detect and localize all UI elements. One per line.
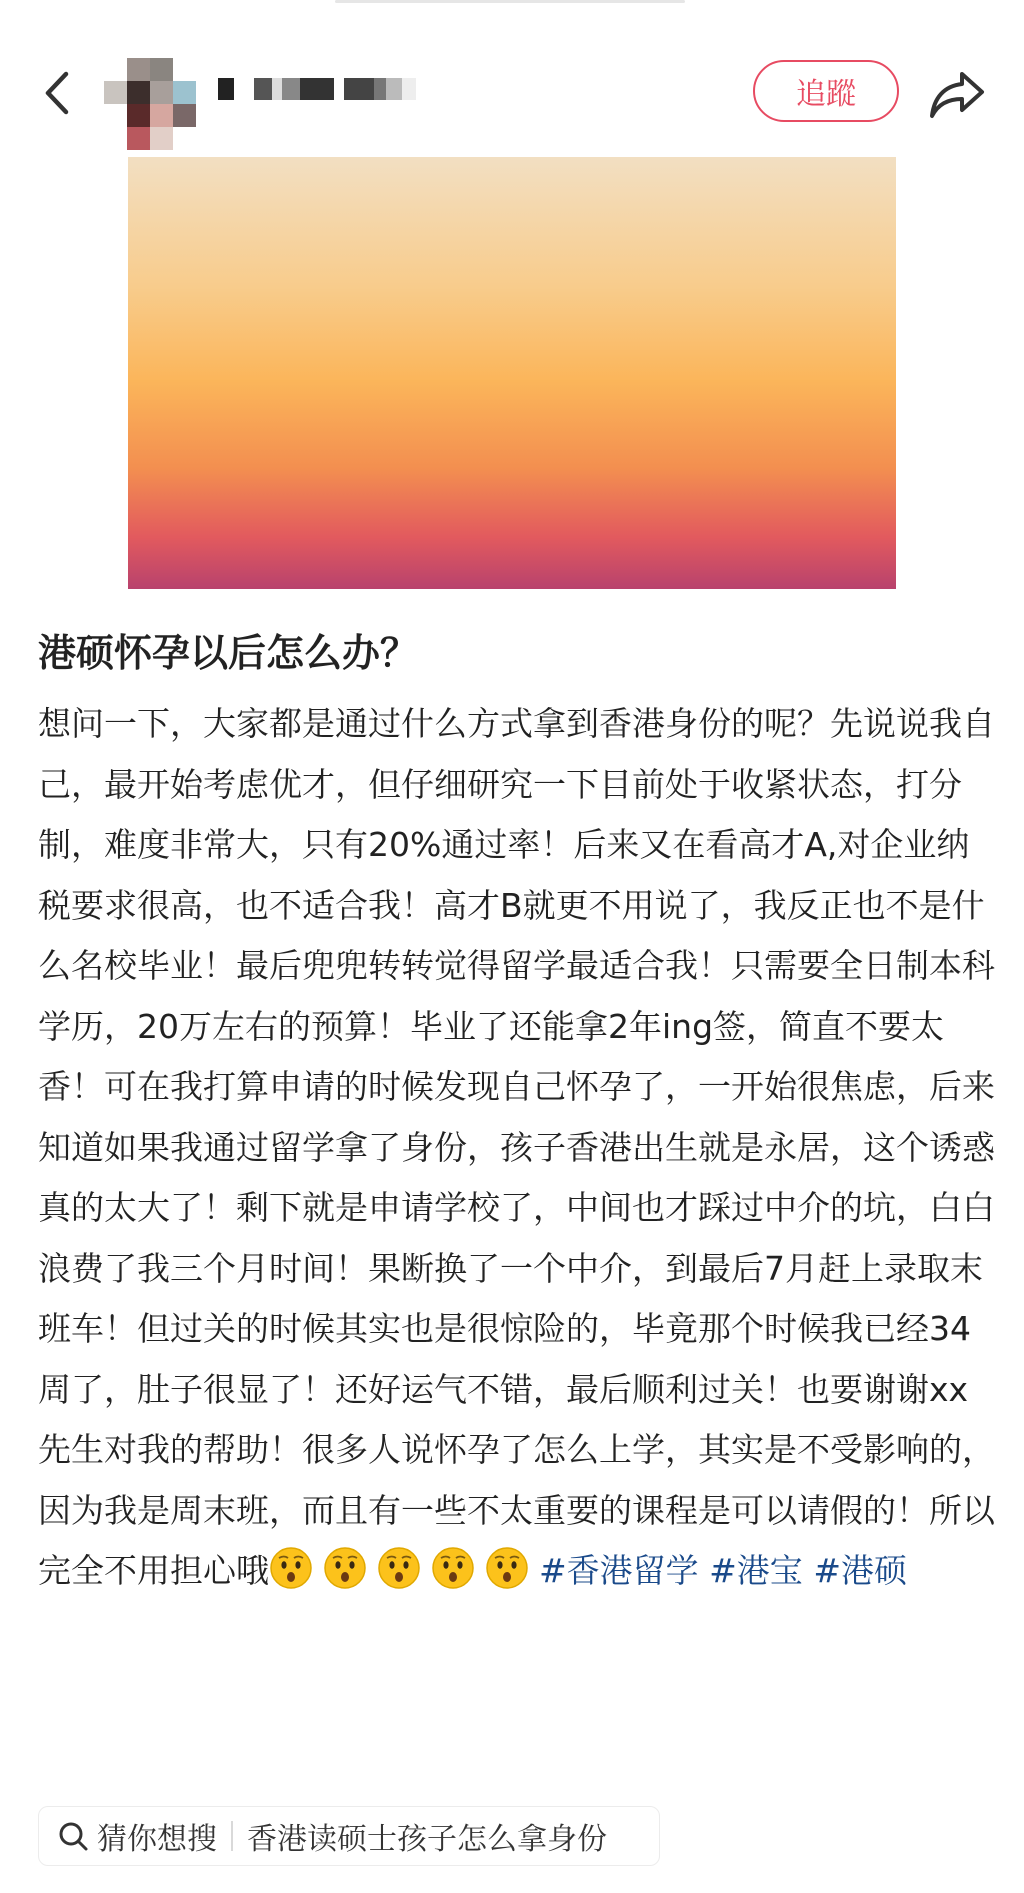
post-cover-image[interactable] xyxy=(128,157,896,589)
search-icon xyxy=(57,1820,89,1852)
post-body xyxy=(38,694,998,1602)
suggestion-label: 猜你想搜 xyxy=(97,1822,217,1857)
hashtag[interactable]: #港硕 xyxy=(813,1551,907,1590)
post-body-text: 想问一下，大家都是通过什么方式拿到香港身份的呢？先说说我自己，最开始考虑优才，但仔细研究一下目前处于收紧状态，打分制，难度非常大，只有20%通过率！后来又在看高才A,对企业纳税要求很高，也不适合我！高才B就更不用说了，我反正也不是什么名校毕业！最后兜兜转转觉得留学最适合我！只需要全日制本科学历，20万左右的预算！毕业了还能拿2年ing签，简直不要太香！可在我打算申请的时候发现自己怀孕了，一开始很焦虑，后来知道如果我通过留学拿了身份，孩子香港出生就是永居，这个诱惑真的太大了！剩下就是申请学校了，中间也才踩过中介的坑，白白浪费了我三个月时间！果断换了一个中介，到最后7月赶上录取末班车！但过关的时候其实也是很惊险的，毕竟那个时候我已经34周了，肚子很显了！还好运气不错，最后顺利过关！也要谢谢xx先生对我的帮助！很多人说怀孕了怎么上学，其实是不受影响的，因为我是周末班，而且有一些不太重要的课程是可以请假的！所以完全不用担心哦 xyxy=(38,704,995,1590)
hashtag[interactable]: #港宝 xyxy=(709,1551,803,1590)
hashtag-list xyxy=(539,1551,907,1590)
hushed-face-emoji-icon xyxy=(485,1546,529,1590)
back-arrow-icon[interactable] xyxy=(38,68,78,118)
avatar[interactable] xyxy=(104,58,196,150)
divider xyxy=(231,1821,233,1851)
emoji-row xyxy=(269,1551,539,1590)
hushed-face-emoji-icon xyxy=(323,1546,367,1590)
username-obscured xyxy=(218,78,458,100)
post-title: 港硕怀孕以后怎么办？ xyxy=(38,631,419,675)
suggestion-query: 香港读硕士孩子怎么拿身份 xyxy=(247,1822,607,1857)
search-suggestion[interactable] xyxy=(38,1806,660,1866)
hushed-face-emoji-icon xyxy=(431,1546,475,1590)
hushed-face-emoji-icon xyxy=(377,1546,421,1590)
hushed-face-emoji-icon xyxy=(269,1546,313,1590)
hashtag[interactable]: #香港留学 xyxy=(539,1551,699,1590)
post-header xyxy=(0,40,1024,140)
share-icon[interactable] xyxy=(928,66,986,122)
top-indicator xyxy=(335,0,685,3)
follow-button[interactable]: 追蹤 xyxy=(753,60,899,122)
